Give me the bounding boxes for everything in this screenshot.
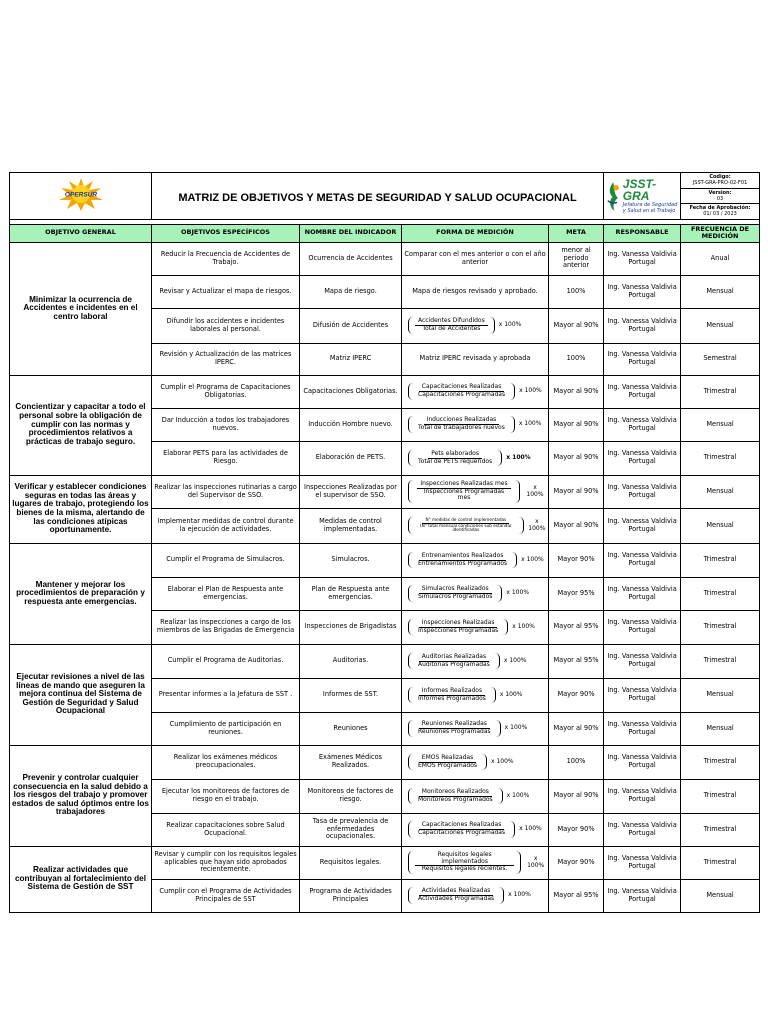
formula-denominator: Total de PETS requeridos [418, 457, 493, 465]
responsable: Ing. Vanessa Valdivia Portugal [604, 779, 681, 813]
col-meta: META [549, 224, 604, 242]
formula-numerator: Inducciones Realizadas [424, 417, 500, 425]
objetivo-especifico: Realizar las inspecciones a cargo de los miembros de las Brigadas de Emergencia [152, 610, 300, 644]
responsable: Ing. Vanessa Valdivia Portugal [604, 644, 681, 678]
frecuencia-medicion: Anual [681, 242, 760, 275]
formula-factor: x 100% [508, 891, 531, 899]
fecha-label: Fecha de Aprobación: [689, 205, 751, 211]
objetivo-especifico: Dar Inducción a todos los trabajadores nuevos. [152, 408, 300, 441]
frecuencia-medicion: Trimestral [681, 644, 760, 678]
responsable: Ing. Vanessa Valdivia Portugal [604, 308, 681, 343]
forma-medicion [402, 475, 549, 508]
forma-medicion [402, 846, 549, 879]
meta-valor: Mayor al 95% [549, 610, 604, 644]
formula-fraction [408, 383, 515, 399]
frecuencia-medicion: Trimestral [681, 846, 760, 879]
formula-fraction [408, 687, 496, 703]
objetivo-general: Ejecutar revisiones a nivel de las líneas de mando que aseguren la mejora continua del Sistema de Gestión de Seguridad y Salud Ocupacional [10, 644, 152, 745]
frecuencia-medicion: Mensual [681, 275, 760, 308]
col-forma-medicion: FORMA DE MEDICIÓN [402, 224, 549, 242]
objetivo-especifico: Cumplimiento de participación en reuniones. [152, 712, 300, 745]
meta-valor: Mayor al 90% [549, 779, 604, 813]
formula-fraction [408, 821, 515, 837]
frecuencia-medicion: Semestral [681, 343, 760, 375]
nombre-indicador: Simulacros. [300, 543, 402, 577]
formula-denominator: Monitoreos Programados [418, 795, 493, 803]
codigo-value: JSST-GRA-PRO-02-F01 [692, 180, 748, 187]
forma-medicion [402, 441, 549, 475]
formula-denominator: Capacitaciones Programadas [418, 391, 506, 398]
document-title: MATRIZ DE OBJETIVOS Y METAS DE SEGURIDAD Y SALUD OCUPACIONAL [178, 191, 577, 204]
frecuencia-medicion: Trimestral [681, 610, 760, 644]
nombre-indicador: Exámenes Médicos Realizados. [300, 745, 402, 779]
responsable: Ing. Vanessa Valdivia Portugal [604, 275, 681, 308]
objetivo-general: Realizar actividades que contribuyan al fortalecimiento del Sistema de Gestión de SST [10, 846, 152, 912]
forma-medicion [402, 813, 549, 846]
jsst-logo-line1: Jefatura de Seguridad [622, 201, 678, 208]
objetivo-especifico: Revisar y cumplir con los requisitos legales aplicables que hayan sido aprobados recientemente. [152, 846, 300, 879]
responsable: Ing. Vanessa Valdivia Portugal [604, 712, 681, 745]
forma-medicion [402, 610, 549, 644]
formula-denominator: EMOS Programados [418, 761, 478, 769]
formula-denominator: Inspecciones Programadas mes [423, 487, 505, 502]
formula-denominator: Total de trabajadores nuevos [418, 424, 505, 431]
formula-numerator: N° medidas de control implementadas [422, 518, 509, 524]
forma-medicion [402, 508, 549, 543]
nombre-indicador: Mapa de riesgo. [300, 275, 402, 308]
formula-denominator: Inspecciones Programadas [418, 626, 499, 634]
objective-row [10, 543, 760, 577]
formula-factor: x 100% [499, 690, 523, 698]
responsable: Ing. Vanessa Valdivia Portugal [604, 678, 681, 712]
formula-factor: x 100% [518, 420, 542, 428]
meta-valor: Mayor al 90% [549, 475, 604, 508]
frecuencia-medicion: Mensual [681, 408, 760, 441]
forma-medicion [402, 879, 549, 912]
jsst-logo-cell [604, 173, 681, 220]
objetivo-general: Minimizar la ocurrencia de Accidentes e incidentes en el centro laboral [10, 242, 152, 375]
frecuencia-medicion: Mensual [681, 508, 760, 543]
formula-factor: x 100% [519, 825, 542, 833]
formula-denominator: Informes Programados [418, 694, 486, 702]
col-objetivos-especificos: OBJETIVOS ESPECÍFICOS [152, 224, 300, 242]
formula-factor: x 100% [503, 656, 527, 664]
codigo-label: Codigo: [709, 174, 731, 180]
meta-valor: 100% [549, 745, 604, 779]
objetivo-especifico: Elaborar PETS para las actividades de Riesgo. [152, 441, 300, 475]
col-frecuencia: FRECUENCIA DE MEDICIÓN [681, 224, 760, 242]
forma-medicion: Comparar con el mes anterior o con el año anterior [402, 242, 549, 275]
forma-medicion [402, 408, 549, 441]
objetivo-general: Verificar y establecer condiciones seguras en todas las áreas y lugares de trabajo, protegiendo los bienes de la misma, alertando de las condiciones atípicas oportunamente. [10, 475, 152, 543]
objetivo-especifico: Cumplir el Programa de Simulacros. [152, 543, 300, 577]
formula-fraction [408, 517, 524, 534]
frecuencia-medicion: Mensual [681, 879, 760, 912]
objective-row [10, 475, 760, 508]
responsable: Ing. Vanessa Valdivia Portugal [604, 879, 681, 912]
forma-medicion [402, 543, 549, 577]
nombre-indicador: Difusión de Accidentes [300, 308, 402, 343]
frecuencia-medicion: Trimestral [681, 543, 760, 577]
formula-fraction [408, 754, 487, 770]
formula-fraction [408, 788, 503, 804]
formula-denominator: Total de Accidentes [422, 325, 481, 332]
nombre-indicador: Capacitaciones Obligatorias. [300, 375, 402, 408]
version-label: Version: [708, 189, 732, 196]
meta-valor: Mayor 90% [549, 678, 604, 712]
responsable: Ing. Vanessa Valdivia Portugal [604, 343, 681, 375]
objective-row [10, 242, 760, 275]
opersur-logo [51, 176, 111, 212]
responsable: Ing. Vanessa Valdivia Portugal [604, 610, 681, 644]
forma-medicion [402, 712, 549, 745]
formula-factor: x 100% [521, 555, 544, 563]
title-cell [152, 173, 604, 220]
forma-medicion [402, 678, 549, 712]
col-objetivo-general: OBJETIVO GENERAL [10, 224, 152, 242]
nombre-indicador: Ocurrencia de Accidentes [300, 242, 402, 275]
formula-fraction [408, 887, 504, 903]
objetivo-especifico: Presentar informes a la Jefatura de SST . [152, 678, 300, 712]
company-logo-cell [10, 173, 152, 220]
forma-medicion: Mapa de riesgos revisado y aprobado. [402, 275, 549, 308]
nombre-indicador: Informes de SST. [300, 678, 402, 712]
jsst-logo [606, 178, 678, 214]
objectives-matrix-sheet [9, 172, 759, 917]
jsst-logo-line2: y Salud en el Trabajo [622, 207, 676, 214]
objetivo-especifico: Realizar las inspecciones rutinarias a cargo del Supervisor de SSO. [152, 475, 300, 508]
objetivo-especifico: Difundir los accidentes e incidentes laborales al personal. [152, 308, 300, 343]
formula-numerator: Requisitos legales implementados [415, 852, 514, 866]
document-header [10, 173, 760, 220]
formula-fraction [408, 653, 500, 669]
formula-numerator: EMOS Realizadas [419, 755, 476, 763]
nombre-indicador: Monitoreos de factores de riesgo. [300, 779, 402, 813]
nombre-indicador: Inducción Hombre nuevo. [300, 408, 402, 441]
frecuencia-medicion: Trimestral [681, 813, 760, 846]
formula-denominator: Entrenamientos Programados [418, 559, 508, 567]
formula-numerator: Actividades Realizadas [419, 888, 494, 896]
formula-numerator: Accidentes Difundidos [415, 318, 488, 326]
formula-numerator: Monitoreos Realizados [419, 789, 492, 797]
meta-valor: Mayor al 90% [549, 508, 604, 543]
forma-medicion [402, 745, 549, 779]
meta-valor: 100% [549, 343, 604, 375]
frecuencia-medicion: Trimestral [681, 745, 760, 779]
responsable: Ing. Vanessa Valdivia Portugal [604, 577, 681, 610]
meta-valor: Mayor al 90% [549, 375, 604, 408]
formula-numerator: Informes Realizados [419, 688, 485, 696]
nombre-indicador: Requisitos legales. [300, 846, 402, 879]
nombre-indicador: Medidas de control implementadas. [300, 508, 402, 543]
responsable: Ing. Vanessa Valdivia Portugal [604, 375, 681, 408]
frecuencia-medicion: Mensual [681, 712, 760, 745]
frecuencia-medicion: Trimestral [681, 779, 760, 813]
frecuencia-medicion: Mensual [681, 678, 760, 712]
responsable: Ing. Vanessa Valdivia Portugal [604, 846, 681, 879]
formula-denominator: Capacitaciones Programadas [418, 829, 506, 836]
formula-numerator: Capacitaciones Realizadas [419, 822, 505, 830]
responsable: Ing. Vanessa Valdivia Portugal [604, 475, 681, 508]
meta-valor: Mayor 90% [549, 813, 604, 846]
jsst-logo-main: JSST-GRA [622, 176, 657, 203]
objetivo-especifico: Reducir la Frecuencia de Accidentes de Trabajo. [152, 242, 300, 275]
formula-fraction [408, 552, 517, 568]
formula-factor: x 100% [491, 757, 514, 765]
nombre-indicador: Elaboración de PETS. [300, 441, 402, 475]
formula-numerator: Simulacros Realizados [419, 586, 492, 594]
nombre-indicador: Inspecciones de Brigadistas [300, 610, 402, 644]
col-nombre-indicador: NOMBRE DEL INDICADOR [300, 224, 402, 242]
formula-fraction [408, 450, 502, 466]
objetivo-general: Mantener y mejorar los procedimientos de preparación y respuesta ante emergencias. [10, 543, 152, 644]
frecuencia-medicion: Trimestral [681, 441, 760, 475]
objetivo-especifico: Realizar los exámenes médicos preocupacionales. [152, 745, 300, 779]
objetivo-especifico: Cumplir el Programa de Auditorias. [152, 644, 300, 678]
frecuencia-medicion: Trimestral [681, 577, 760, 610]
formula-fraction [408, 619, 508, 635]
jsst-emblem-icon [606, 179, 621, 213]
formula-factor: x 100% [528, 517, 546, 532]
formula-fraction [408, 851, 521, 874]
formula-denominator: Reuniones Programadas [418, 728, 491, 735]
responsable: Ing. Vanessa Valdivia Portugal [604, 543, 681, 577]
formula-fraction [408, 720, 501, 736]
formula-fraction [408, 317, 495, 333]
nombre-indicador: Reuniones [300, 712, 402, 745]
fecha-value: 01/ 03 / 2023 [703, 211, 737, 218]
forma-medicion [402, 375, 549, 408]
objetivo-especifico: Implementar medidas de control durante la ejecución de actividades. [152, 508, 300, 543]
meta-valor: Mayor al 90% [549, 408, 604, 441]
responsable: Ing. Vanessa Valdivia Portugal [604, 408, 681, 441]
forma-medicion [402, 308, 549, 343]
meta-valor: 100% [549, 275, 604, 308]
formula-denominator: (N° total mensual condiciones sub estandar identificadas [419, 522, 512, 533]
objetivo-especifico: Cumplir el Programa de Capacitaciones Obligatorias. [152, 375, 300, 408]
forma-medicion [402, 644, 549, 678]
objective-row [10, 745, 760, 779]
formula-factor: x 100% [506, 453, 531, 461]
formula-denominator: Actividades Programadas [418, 895, 495, 902]
version-value: 03 [716, 195, 724, 202]
formula-denominator: Auditorias Programadas [418, 660, 490, 668]
responsable: Ing. Vanessa Valdivia Portugal [604, 813, 681, 846]
formula-numerator: Entrenamientos Realizados [419, 553, 507, 561]
formula-factor: x 100% [506, 791, 530, 799]
formula-factor: x 100% [512, 622, 535, 630]
meta-valor: Mayor 90% [549, 846, 604, 879]
formula-numerator: Inspecciones Realizadas [419, 620, 498, 628]
responsable: Ing. Vanessa Valdivia Portugal [604, 441, 681, 475]
formula-fraction [408, 585, 502, 601]
objective-row [10, 375, 760, 408]
document-meta-cell [681, 173, 760, 220]
objetivo-especifico: Revisión y Actualización de las matrices IPERC. [152, 343, 300, 375]
formula-numerator: Capacitaciones Realizadas [419, 384, 505, 392]
frecuencia-medicion: Trimestral [681, 375, 760, 408]
frecuencia-medicion: Mensual [681, 475, 760, 508]
meta-valor: Mayor al 95% [549, 879, 604, 912]
nombre-indicador: Inspecciones Realizadas por el supervisor de SSO. [300, 475, 402, 508]
objective-row [10, 644, 760, 678]
nombre-indicador: Programa de Actividades Principales [300, 879, 402, 912]
formula-factor: x 100% [504, 724, 528, 732]
forma-medicion: Matriz IPERC revisada y aprobada [402, 343, 549, 375]
objective-row [10, 846, 760, 879]
formula-numerator: Inspecciones Realizadas mes [417, 481, 510, 489]
objetivo-especifico: Ejecutar los monitoreos de factores de riesgo en el trabajo. [152, 779, 300, 813]
objetivo-especifico: Cumplir con el Programa de Actividades Principales de SST [152, 879, 300, 912]
frecuencia-medicion: Mensual [681, 308, 760, 343]
responsable: Ing. Vanessa Valdivia Portugal [604, 508, 681, 543]
nombre-indicador: Auditorias. [300, 644, 402, 678]
meta-valor: Mayor al 90% [549, 712, 604, 745]
formula-fraction [408, 416, 515, 432]
meta-valor: Mayor 90% [549, 543, 604, 577]
objetivo-general: Concientizar y capacitar a todo el personal sobre la obligación de cumplir con las normas y procedimientos relativos a prácticas de trabajo seguro. [10, 375, 152, 475]
forma-medicion [402, 577, 549, 610]
formula-factor: x 100% [526, 483, 544, 498]
nombre-indicador: Matriz IPERC [300, 343, 402, 375]
meta-valor: Mayor al 95% [549, 644, 604, 678]
nombre-indicador: Plan de Respuesta ante emergencias. [300, 577, 402, 610]
column-header-row [10, 224, 760, 242]
formula-numerator: Pets elaborados [428, 451, 482, 459]
objetivo-especifico: Revisar y Actualizar el mapa de riesgos. [152, 275, 300, 308]
formula-denominator: Requisitos legales recientes. [421, 865, 508, 873]
forma-medicion [402, 779, 549, 813]
responsable: Ing. Vanessa Valdivia Portugal [604, 242, 681, 275]
opersur-logo-text: OPERSUR [64, 191, 97, 199]
objetivo-especifico: Elaborar el Plan de Respuesta ante emergencias. [152, 577, 300, 610]
formula-factor: x 100% [527, 854, 545, 869]
meta-valor: menor al periodo anterior [549, 242, 604, 275]
formula-fraction [408, 480, 520, 503]
col-responsable: RESPONSABLE [604, 224, 681, 242]
objetivo-especifico: Realizar capacitaciones sobre Salud Ocupacional. [152, 813, 300, 846]
formula-numerator: Reuniones Realizadas [419, 721, 490, 729]
responsable: Ing. Vanessa Valdivia Portugal [604, 745, 681, 779]
formula-factor: x 100% [519, 387, 542, 395]
objetivo-general: Prevenir y controlar cualquier consecuencia en la salud debido a los riesgos del trabajo y promover estados de salud óptimos entre los trabajadores [10, 745, 152, 846]
nombre-indicador: Tasa de prevalencia de enfermedades ocupacionales. [300, 813, 402, 846]
objectives-table [9, 172, 760, 913]
meta-valor: Mayor al 90% [549, 441, 604, 475]
formula-denominator: Simulacros Programados [418, 593, 493, 600]
meta-valor: Mayor 95% [549, 577, 604, 610]
formula-factor: x 100% [506, 589, 530, 597]
meta-valor: Mayor al 90% [549, 308, 604, 343]
formula-numerator: Auditorias Realizadas [419, 654, 489, 662]
formula-factor: x 100% [498, 321, 522, 329]
